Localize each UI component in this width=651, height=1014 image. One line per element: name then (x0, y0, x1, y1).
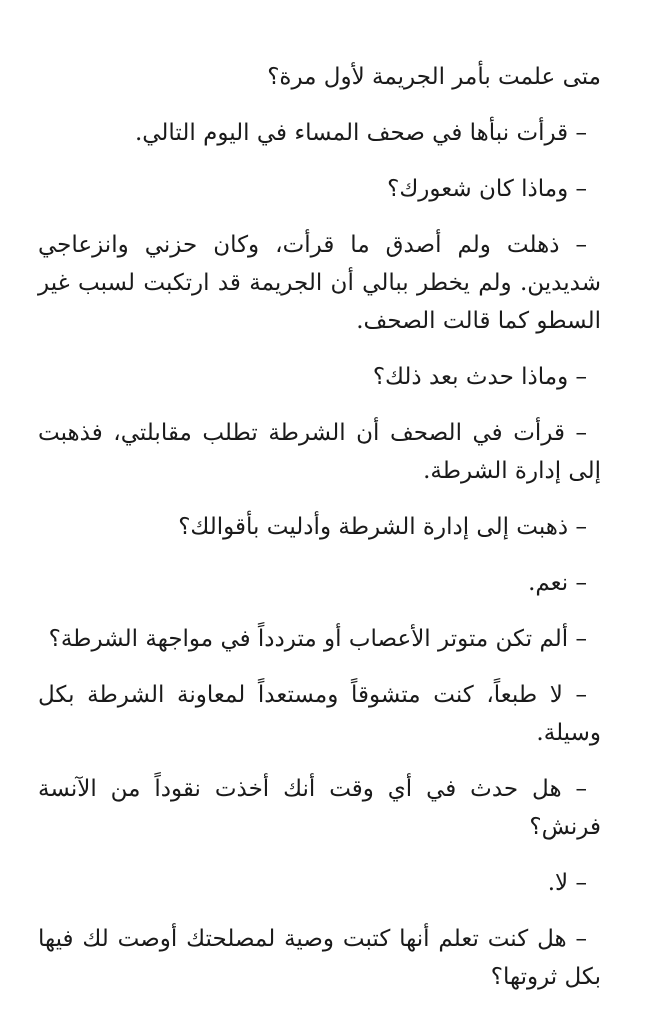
paragraph-answer-evening-papers: – قرأت نبأها في صحف المساء في اليوم التالي. (134, 120, 587, 146)
paragraph-answer-yes: – نعم. (528, 570, 587, 596)
paragraph-answer-shocked: – ذهلت ولم أصدق ما قرأت، وكان حزني وانزعاجي شديدين. ولم يخطر ببالي أن الجريمة قد ارتكبت لسبب غير السطو كما قالت الصحف. (38, 232, 601, 334)
paragraph-question-first-knowledge: متى علمت بأمر الجريمة لأول مرة؟ (267, 64, 601, 90)
document-page (38, 58, 601, 1014)
paragraph-answer-no: – لا. (547, 870, 587, 896)
paragraph-question-feeling: – وماذا كان شعورك؟ (387, 176, 587, 202)
paragraph-question-statement: – ذهبت إلى إدارة الشرطة وأدليت بأقوالك؟ (178, 514, 587, 540)
paragraph-question-what-next: – وماذا حدث بعد ذلك؟ (372, 364, 587, 390)
paragraph-answer-eager: – لا طبعاً، كنت متشوقاً ومستعداً لمعاونة الشرطة بكل وسيلة. (38, 682, 601, 746)
paragraph-answer-police-request: – قرأت في الصحف أن الشرطة تطلب مقابلتي، فذهبت إلى إدارة الشرطة. (38, 420, 601, 484)
paragraph-question-nervous: – ألم تكن متوتر الأعصاب أو متردداً في مواجهة الشرطة؟ (48, 626, 587, 652)
paragraph-question-will: – هل كنت تعلم أنها كتبت وصية لمصلحتك أوصت لك فيها بكل ثروتها؟ (38, 926, 601, 990)
paragraph-question-money: – هل حدث في أي وقت أنك أخذت نقوداً من الآنسة فرنش؟ (38, 776, 601, 840)
